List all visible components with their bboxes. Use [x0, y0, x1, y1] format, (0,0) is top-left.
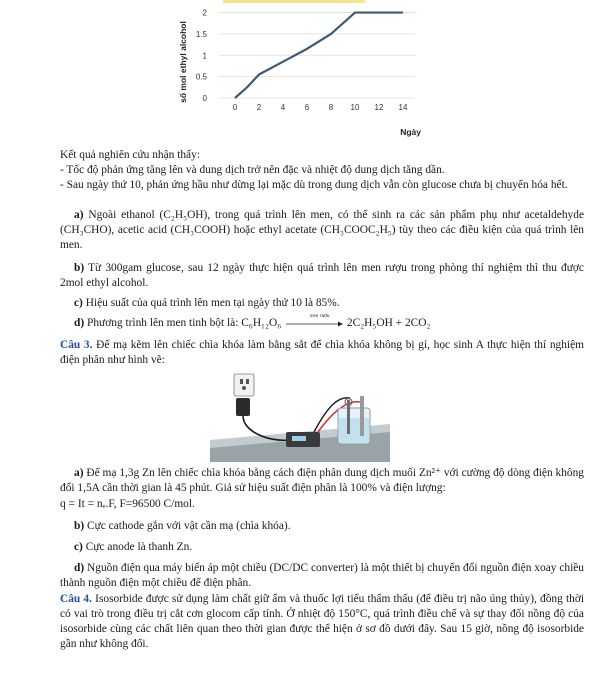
electrolysis-apparatus-illustration: [210, 370, 390, 462]
question-3: [60, 338, 584, 368]
statement-d-label: d): [74, 317, 85, 329]
zinc-rod: [360, 396, 364, 436]
statement-3c-text: Cực anode là thanh Zn.: [85, 541, 193, 553]
statement-3d: [60, 561, 584, 591]
x-tick-label: 14: [398, 103, 408, 112]
statement-a-text: Ngoài ethanol (C₂H₅OH), trong quá trình lên men, có thể sinh ra các sản phẩm phụ như acetaldehyde (CH₃CHO), acetic acid (CH₃COOH) hoặc ethyl acetate (CH₃COOC₂H₅) tùy theo các điều kiện của quá trình lên men.: [60, 209, 584, 251]
y-tick-label: 1.5: [195, 29, 207, 39]
y-tick-label: 1: [202, 51, 207, 61]
x-tick-label: 4: [280, 103, 286, 112]
statement-b-label: b): [74, 262, 85, 274]
statement-3c: [60, 540, 584, 555]
x-tick-label: 10: [350, 103, 360, 112]
chart-x-ticks: [233, 103, 408, 112]
statement-d: [60, 316, 584, 331]
question-4: [60, 592, 584, 652]
question-3-text: Để mạ kẽm lên chiếc chìa khóa làm bằng sắt để chìa khóa không bị gỉ, học sinh A thực hiện thí nghiệm điện phân như hình vẽ:: [60, 339, 584, 366]
reaction-arrow: [284, 314, 344, 328]
result-intro: Kết quả nghiên cứu nhận thấy:: [60, 149, 200, 161]
question-4-label: Câu 4.: [60, 593, 92, 605]
y-tick-label: 2: [202, 8, 207, 18]
statement-3c-label: c): [74, 541, 83, 553]
y-tick-label: 0: [202, 94, 207, 103]
x-tick-label: 8: [328, 103, 334, 112]
statement-3b-label: b): [74, 520, 85, 532]
chart-top-band: [223, 0, 365, 3]
power-adapter: [236, 398, 250, 416]
statement-a: [60, 208, 584, 253]
statement-d-text: Phương trình lên men tinh bột là: C₆H₁₂O₆: [87, 317, 282, 329]
statement-3b: [60, 519, 584, 534]
statement-a-label: a): [74, 209, 84, 221]
charge-formula: q = It = nₑ.F, F=96500 C/mol.: [60, 498, 195, 510]
statement-3d-label: d): [74, 562, 85, 574]
statement-3a: [60, 466, 584, 496]
statement-3a-label: a): [74, 467, 84, 479]
y-tick-label: 0.5: [195, 72, 207, 82]
statement-3d-text: Nguồn điện qua máy biến áp một chiều (DC/DC converter) là một thiết bị chuyển đổi nguồn điện xoay chiều thành nguồn điện một chiều để điện phân.: [60, 562, 584, 589]
chart-y-label: số mol ethyl alcohol: [178, 21, 188, 103]
question-3-label: Câu 3.: [60, 339, 93, 351]
statement-c-label: c): [74, 297, 83, 309]
x-tick-label: 6: [304, 103, 310, 112]
result-bullet-2: - Sau ngày thứ 10, phản ứng hầu như dừng lại mặc dù trong dung dịch vẫn còn glucose chưa bị chuyển hóa hết.: [60, 179, 568, 191]
statement-b: [60, 261, 584, 291]
x-tick-label: 0: [232, 103, 238, 112]
question-4-text: Isosorbide được sử dụng làm chất giữ ẩm và thuốc lợi tiểu thẩm thấu (để điều trị não úng thủy), đồng thời có vai trò trong điều trị cắt cơn glocom cấp tính. Ở nhiệt độ 150°C, quá trình điều chế và sự thay đổi nồng độ của isosorbide cùng các chất liên quan theo thời gian được thể hiện ở sơ đồ dưới đây. Sau 15 giờ, nồng độ isosorbide gần như không đổi.: [60, 593, 585, 650]
chart-y-ticks: [196, 9, 208, 103]
statement-d-products: 2C₂H₅OH + 2CO₂: [346, 317, 431, 329]
reaction-arrow-label: men rượu: [310, 314, 330, 320]
x-tick-label: 2: [256, 103, 262, 112]
wall-outlet: [234, 374, 254, 396]
ethanol-chart: [175, 0, 435, 140]
statement-c-text: Hiệu suất của quá trình lên men tại ngày thứ 10 là 85%.: [85, 297, 340, 309]
x-tick-label: 12: [374, 103, 384, 112]
statement-3b-text: Cực cathode gắn với vật cần mạ (chìa khóa).: [87, 520, 291, 532]
statement-3a-text: Để mạ 1,3g Zn lên chiếc chìa khóa bằng cách điện phân dung dịch muối Zn²⁺ với cường độ dòng điện không đổi 1,5A cần thời gian là 45 phút. Giả sử hiệu suất điện phân là 100% và điện lượng:: [60, 467, 584, 494]
result-bullet-1: - Tốc độ phản ứng tăng lên và dung dịch trở nên đặc và nhiệt độ dung dịch tăng dần.: [60, 164, 445, 176]
chart-x-label: Ngày: [400, 127, 421, 137]
statement-b-text: Từ 300gam glucose, sau 12 ngày thực hiện quá trình lên men rượu trong phòng thí nghiệm thì thu được 2mol ethyl alcohol.: [60, 262, 584, 289]
